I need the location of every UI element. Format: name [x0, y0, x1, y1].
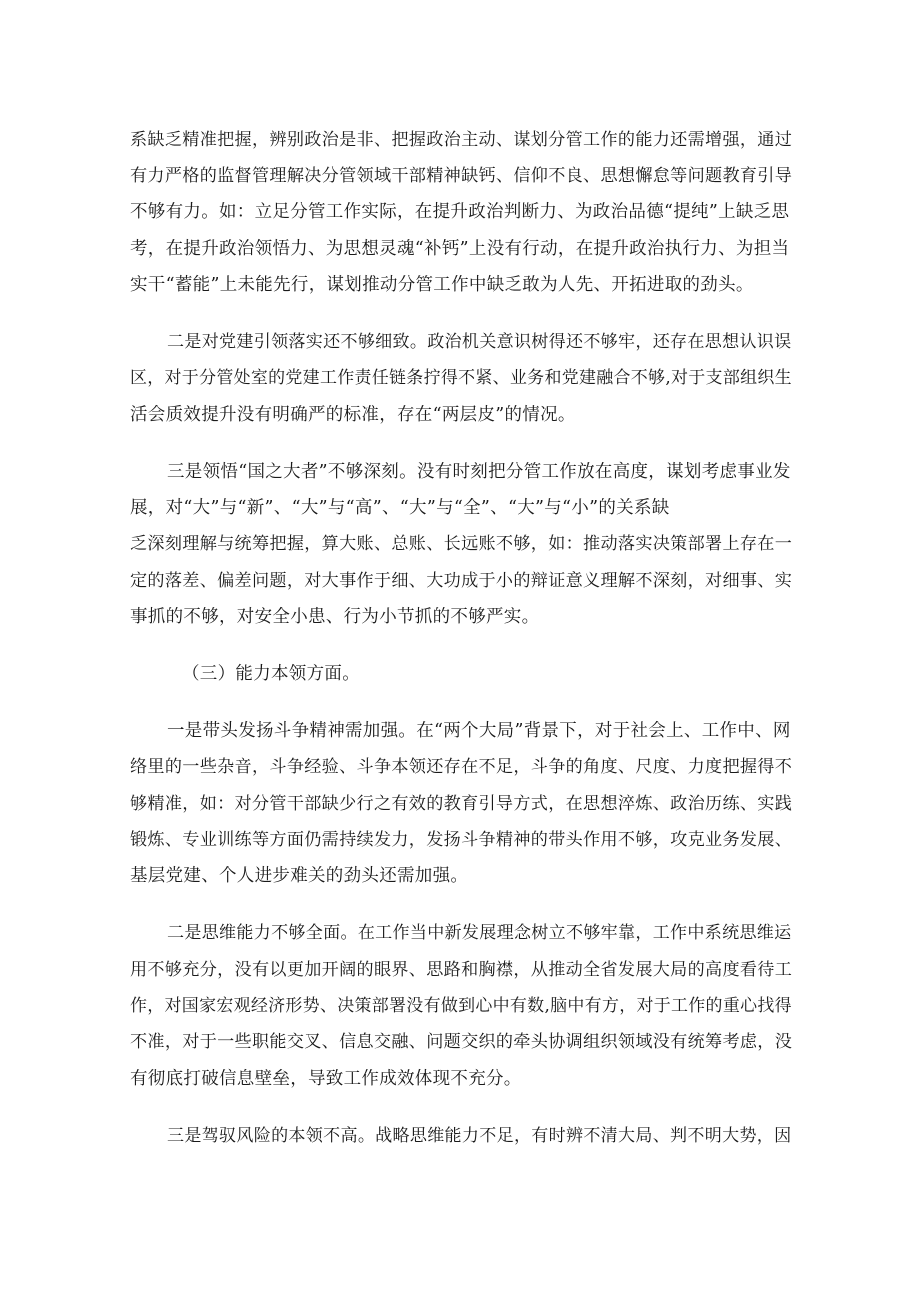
paragraph-line: 系缺乏精准把握，辨别政治是非、把握政治主动、谋划分管工作的能力还需增强，通过 — [130, 130, 793, 150]
paragraph-line: 实干“蓄能”上未能先行，谋划推动分管工作中缺乏敢为人先、开拓进取的劲头。 — [130, 275, 754, 295]
paragraph-line: 三是领悟“国之大者”不够深刻。没有时刻把分管工作放在高度，谋划考虑事业发 — [167, 462, 791, 482]
paragraph-line: 乏深刻理解与统筹把握，算大账、总账、长远账不够，如：推动落实决策部署上存在一 — [130, 534, 793, 554]
paragraph-line: 不准，对于一些职能交叉、信息交融、问题交织的牵头协调组织领域没有统筹考虑，没 — [130, 1032, 793, 1052]
paragraph-line: 活会质效提升没有明确严的标准，存在“两层皮”的情况。 — [130, 405, 576, 425]
paragraph-line: 一是带头发扬斗争精神需加强。在“两个大局”背景下，对于社会上、工作中、网 — [167, 721, 791, 741]
paragraph-line: 用不够充分，没有以更加开阔的眼界、思路和胸襟，从推动全省发展大局的高度看待工 — [130, 960, 793, 980]
paragraph-line: 锻炼、专业训练等方面仍需持续发力，发扬斗争精神的带头作用不够，攻克业务发展、 — [130, 830, 793, 850]
section-heading: （三）能力本领方面。 — [182, 664, 360, 684]
paragraph-line: 展，对“大”与“新”、“大”与“高”、“大”与“全”、“大”与“小”的关系缺 — [130, 498, 670, 518]
paragraph-line: 有彻底打破信息壁垒，导致工作成效体现不充分。 — [130, 1069, 522, 1089]
paragraph-line: 不够有力。如：立足分管工作实际，在提升政治判断力、为政治品德“提纯”上缺乏思 — [130, 202, 790, 222]
paragraph-line: 有力严格的监督管理解决分管领域干部精神缺钙、信仰不良、思想懈怠等问题教育引导 — [130, 166, 793, 186]
paragraph-line: 二是对党建引领落实还不够细致。政治机关意识树得还不够牢，还存在思想认识误 — [167, 332, 792, 352]
paragraph-line: 基层党建、个人进步难关的劲头还需加强。 — [130, 866, 469, 886]
paragraph-line: 二是思维能力不够全面。在工作当中新发展理念树立不够牢靠，工作中系统思维运 — [167, 923, 792, 943]
paragraph-line: 够精准，如：对分管干部缺少行之有效的教育引导方式，在思想淬炼、政治历练、实践 — [130, 794, 793, 814]
paragraph-line: 三是驾驭风险的本领不高。战略思维能力不足，有时辨不清大局、判不明大势，因 — [167, 1126, 792, 1146]
paragraph-line: 考，在提升政治领悟力、为思想灵魂“补钙”上没有行动，在提升政治执行力、为担当 — [130, 239, 790, 259]
paragraph-line: 定的落差、偏差问题，对大事作于细、大功成于小的辩证意义理解不深刻，对细事、实 — [130, 571, 793, 591]
paragraph-line: 区，对于分管处室的党建工作责任链条拧得不紧、业务和党建融合不够,对于支部组织生 — [130, 368, 792, 388]
paragraph-line: 事抓的不够，对安全小患、行为小节抓的不够严实。 — [130, 607, 540, 627]
paragraph-line: 络里的一些杂音，斗争经验、斗争本领还存在不足，斗争的角度、尺度、力度把握得不 — [130, 757, 793, 777]
paragraph-line: 作，对国家宏观经济形势、决策部署没有做到心中有数,脑中有方，对于工作的重心找得 — [130, 996, 792, 1016]
